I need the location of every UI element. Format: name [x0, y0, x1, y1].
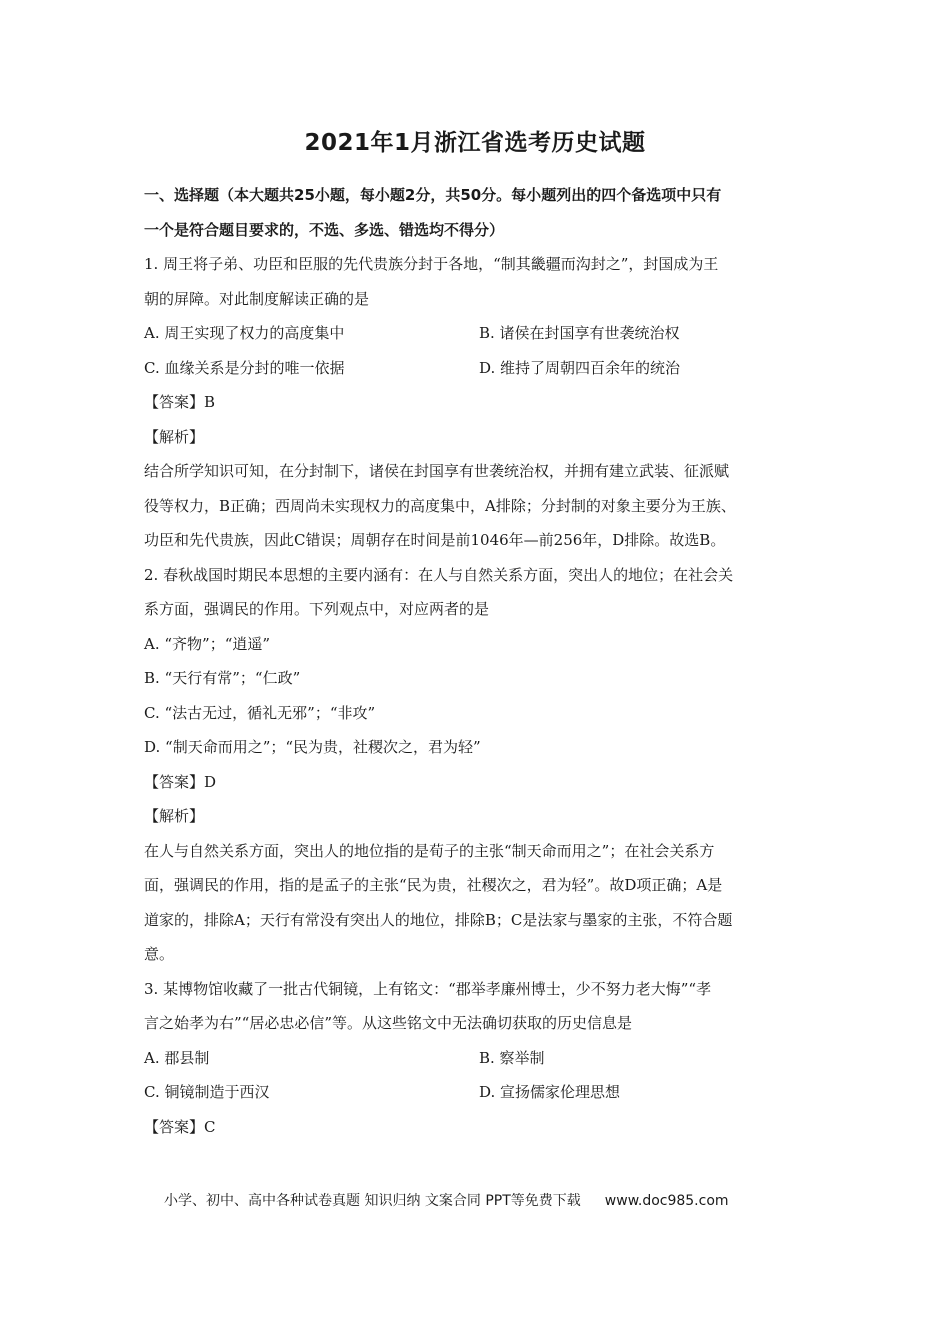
q1-option-b: B. 诸侯在封国享有世袭统治权: [479, 324, 680, 342]
q1-option-c: C. 血缘关系是分封的唯一依据: [144, 358, 345, 377]
q1-answer: 【答案】B: [144, 393, 216, 411]
q2-option-c: C. “法古无过，循礼无邪”；“非攻”: [144, 703, 376, 722]
q1-analysis-line-1: 结合所学知识可知，在分封制下，诸侯在封国享有世袭统治权，并拥有建立武装、征派赋: [144, 462, 730, 480]
q3-option-a: A. 郡县制: [144, 1048, 210, 1067]
q2-stem-line-1: 2. 春秋战国时期民本思想的主要内涵有：在人与自然关系方面，突出人的地位；在社会关: [144, 565, 734, 584]
q2-analysis-line-2: 面，强调民的作用，指的是孟子的主张“民为贵，社稷次之，君为轻”。故D项正确；A是: [144, 876, 723, 894]
q2-analysis-line-1: 在人与自然关系方面，突出人的地位指的是荀子的主张“制天命而用之”；在社会关系方: [144, 841, 715, 860]
q1-stem-line-1: 1. 周王将子弟、功臣和臣服的先代贵族分封于各地，“制其畿疆而沟封之”，封国成为王: [144, 255, 719, 273]
section-header-line-2: 一个是符合题目要求的，不选、多选、错选均不得分）: [144, 220, 505, 239]
q1-analysis-label: 【解析】: [144, 427, 205, 446]
q1-option-a: A. 周王实现了权力的高度集中: [144, 324, 345, 342]
exam-content: [144, 178, 814, 1144]
q1-stem-line-2: 朝的屏障。对此制度解读正确的是: [144, 289, 370, 308]
q2-answer: 【答案】D: [144, 772, 217, 791]
section-header-line-1: 一、选择题（本大题共25小题，每小题2分，共50分。每小题列出的四个备选项中只有: [144, 186, 722, 204]
page-footer: [164, 1190, 804, 1210]
q2-option-a: A. “齐物”；“逍遥”: [144, 634, 271, 653]
q3-stem-line-1: 3. 某博物馆收藏了一批古代铜镜，上有铭文：“郡举孝廉州博士，少不努力老大悔”“孝: [144, 979, 712, 998]
footer-url: www.doc985.com: [604, 1193, 729, 1209]
q3-options-row-2: [144, 1075, 814, 1110]
q2-analysis-label: 【解析】: [144, 807, 205, 825]
q2-stem-line-2: 系方面，强调民的作用。下列观点中，对应两者的是: [144, 600, 490, 618]
footer-text: 小学、初中、高中各种试卷真题 知识归纳 文案合同 PPT等免费下载: [164, 1193, 581, 1209]
q2-option-d: D. “制天命而用之”；“民为贵，社稷次之，君为轻”: [144, 738, 481, 756]
q1-analysis-line-2: 役等权力，B正确；西周尚未实现权力的高度集中，A排除；分封制的对象主要分为王族、: [144, 496, 736, 515]
q3-options-row-1: [144, 1041, 814, 1076]
page-title: 2021年1月浙江省选考历史试题: [304, 130, 646, 156]
q2-analysis-line-4: 意。: [144, 945, 175, 963]
q2-option-b: B. “天行有常”；“仁政”: [144, 669, 301, 687]
q3-answer: 【答案】C: [144, 1117, 216, 1136]
q1-options-row-2: [144, 351, 814, 386]
q1-options-row-1: [144, 316, 814, 351]
q3-option-b: B. 察举制: [479, 1048, 545, 1067]
q1-analysis-line-3: 功臣和先代贵族，因此C错误；周朝存在时间是前1046年—前256年，D排除。故选B。: [144, 531, 726, 549]
q3-option-c: C. 铜镜制造于西汉: [144, 1083, 270, 1101]
q2-analysis-line-3: 道家的，排除A；天行有常没有突出人的地位，排除B；C是法家与墨家的主张，不符合题: [144, 910, 733, 929]
q3-stem-line-2: 言之始孝为右”“居必忠必信”等。从这些铭文中无法确切获取的历史信息是: [144, 1014, 633, 1032]
q3-option-d: D. 宣扬儒家伦理思想: [479, 1083, 621, 1101]
q1-option-d: D. 维持了周朝四百余年的统治: [479, 358, 681, 377]
